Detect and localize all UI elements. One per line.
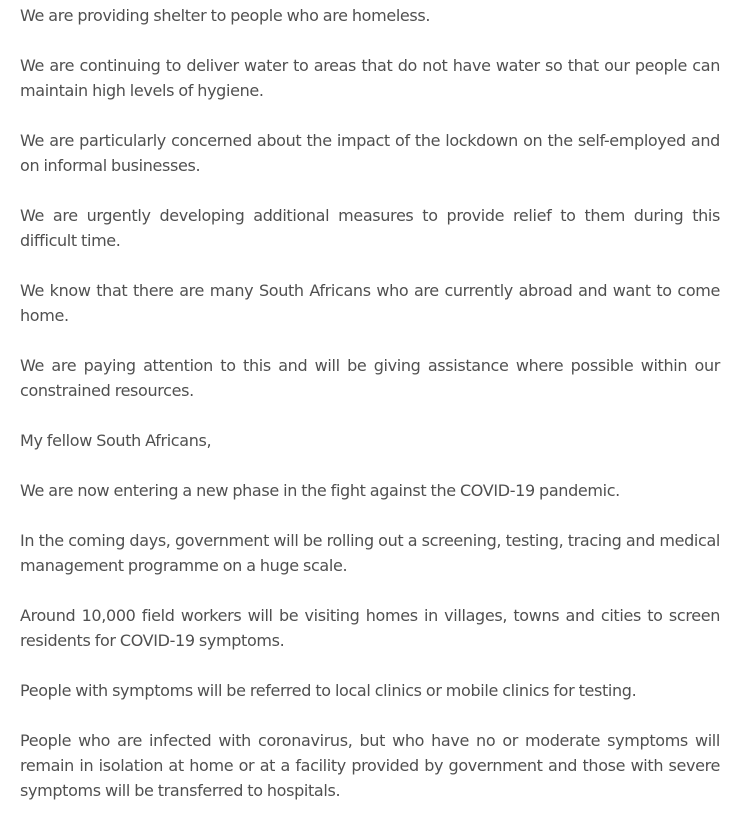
paragraph-field-workers: Around 10,000 field workers will be visiting homes in villages, towns and cities to screen residents for COVID-19 symptoms. (20, 606, 720, 650)
paragraph-new-phase: We are now entering a new phase in the fight against the COVID-19 pandemic. (20, 481, 620, 500)
paragraph-screening-programme: In the coming days, government will be rolling out a screening, testing, tracing and medical management programme on a huge scale. (20, 531, 720, 575)
paragraph-self-employed-concern: We are particularly concerned about the impact of the lockdown on the self-employed and on informal businesses. (20, 131, 720, 175)
paragraph-shelter: We are providing shelter to people who are homeless. (20, 6, 431, 25)
paragraph-salutation: My fellow South Africans, (20, 431, 212, 450)
paragraph-relief-measures: We are urgently developing additional measures to provide relief to them during this difficult time. (20, 206, 720, 250)
paragraph-water-delivery: We are continuing to deliver water to areas that do not have water so that our people can maintain high levels of hygiene. (20, 56, 720, 100)
paragraph-referral: People with symptoms will be referred to local clinics or mobile clinics for testing. (20, 681, 637, 700)
speech-article (20, 3, 720, 803)
paragraph-south-africans-abroad: We know that there are many South Africans who are currently abroad and want to come home. (20, 281, 720, 325)
paragraph-assistance: We are paying attention to this and will be giving assistance where possible within our constrained resources. (20, 356, 720, 400)
paragraph-isolation: People who are infected with coronavirus, but who have no or moderate symptoms will remain in isolation at home or at a facility provided by government and those with severe symptoms will be transferred to hospitals. (20, 731, 720, 800)
